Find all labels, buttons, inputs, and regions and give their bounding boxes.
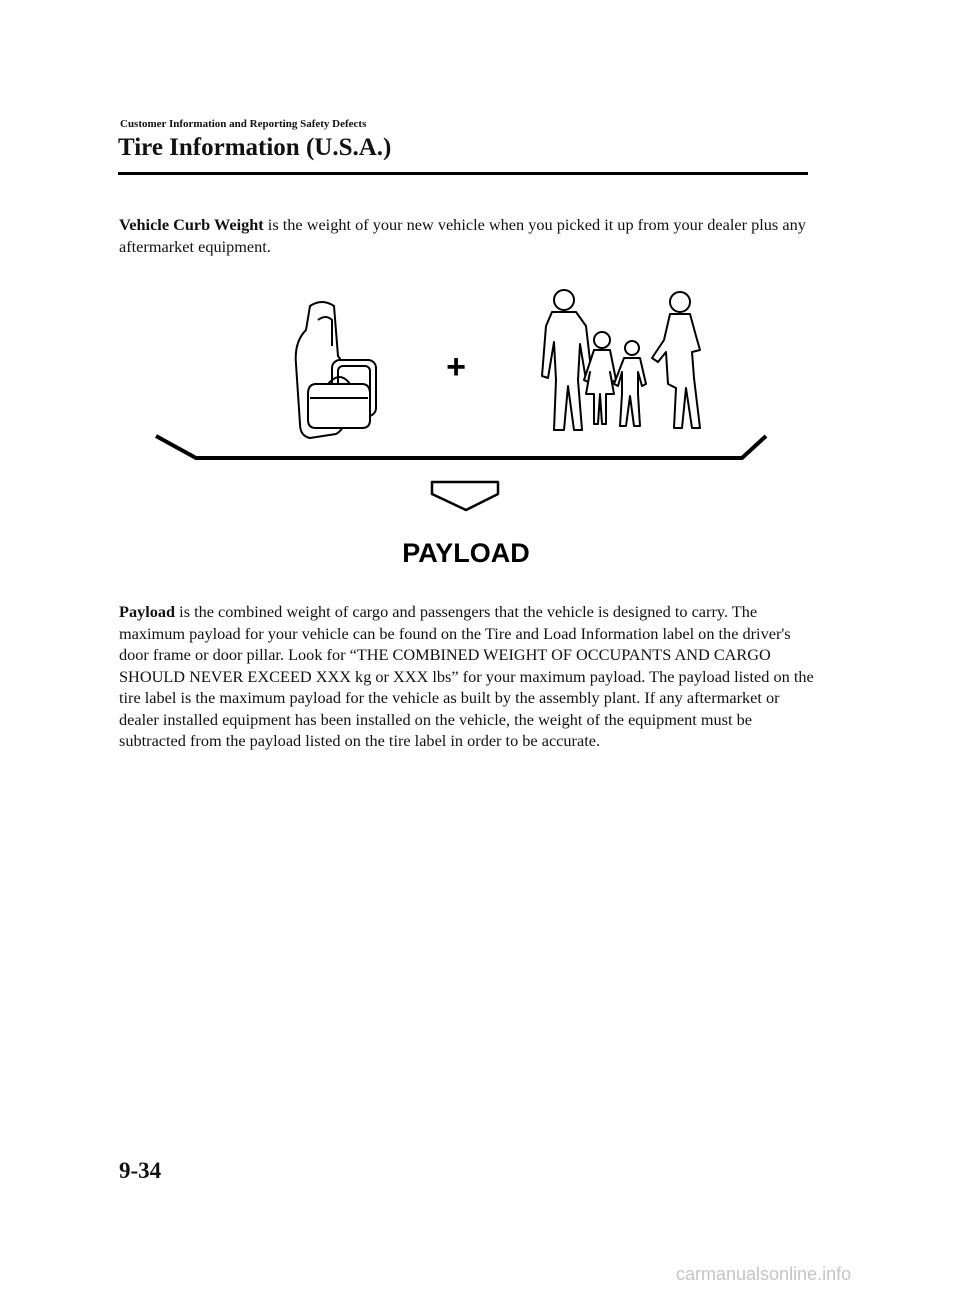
payload-definition: is the combined weight of cargo and passengers that the vehicle is designed to carry. The maximum payload for your vehicle can be found on the Tire and Load Information label on the driver's door frame or door pillar. Look for “THE COMBINED WEIGHT OF OCCUPANTS AND CARGO SHOULD NEVER EXCEED XXX kg or XXX lbs” for your maximum payload. The payload listed on the tire label is the maximum payload for the vehicle as built by the assembly plant. If any aftermarket or dealer installed equipment has been installed on the vehicle, the weight of the equipment must be subtracted from the payload listed on the tire label in order to be accurate. [119,602,814,750]
plus-sign: + [446,348,466,386]
payload-illustration [150,280,790,580]
curb-weight-paragraph [119,214,819,257]
curb-weight-definition: is the weight of your new vehicle when you picked it up from your dealer plus any aftermarket equipment. [119,215,806,256]
down-arrow-icon [432,482,498,510]
title-rule [118,172,808,175]
page-number: 9-34 [119,1158,162,1183]
watermark: carmanualsonline.info [676,1264,852,1284]
curb-weight-term: Vehicle Curb Weight [119,215,264,234]
chapter-title: Tire Information (U.S.A.) [118,134,392,161]
payload-label: PAYLOAD [402,538,530,568]
luggage-icon [296,302,376,438]
payload-term: Payload [119,602,176,621]
payload-paragraph [119,601,819,752]
family-icon [542,290,700,430]
section-label: Customer Information and Reporting Safety Defects [120,118,367,130]
grouping-bracket [156,436,766,458]
